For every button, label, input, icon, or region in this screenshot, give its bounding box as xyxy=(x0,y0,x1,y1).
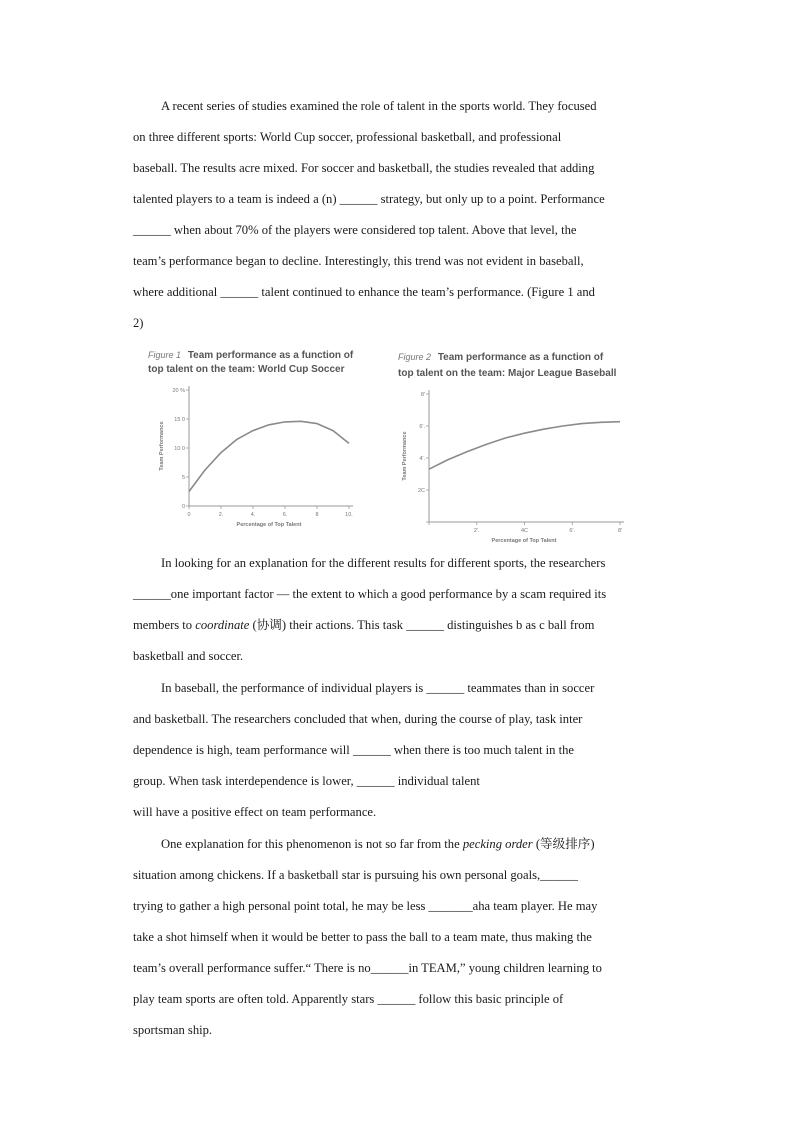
text-line: talented players to a team is indeed a (n) ______ strategy, but only up to a point. Performance xyxy=(133,192,605,206)
figure-1-y-tick-label: 0 xyxy=(181,504,185,510)
figure-1-y-tick-label: 15 0 xyxy=(174,417,185,423)
text-line: trying to gather a high personal point total, he may be less _______aha team player. He may xyxy=(133,899,598,913)
text-line: ______one important factor — the extent to which a good performance by a scam required its xyxy=(133,587,607,601)
figure-2-series-line xyxy=(429,422,620,470)
text-line: basketball and soccer. xyxy=(133,649,244,663)
emphasized-term: pecking order xyxy=(462,837,533,851)
text-line: team’s overall performance suffer.“ There is no______in TEAM,” young children learning to xyxy=(133,961,602,975)
text-line: In looking for an explanation for the different results for different sports, the researchers xyxy=(161,556,606,570)
figure-1-x-tick-label: 4. xyxy=(250,512,256,518)
figure-1-series-line xyxy=(189,421,349,491)
text-line: take a shot himself when it would be better to pass the ball to a team mate, thus making the xyxy=(133,930,592,944)
figure-2-y-tick-label: 6'. xyxy=(419,424,425,430)
text-line: will have a positive effect on team performance. xyxy=(133,805,377,819)
figure-1-title-line1: Figure 1 Team performance as a function of xyxy=(148,350,354,361)
text-line: ______ when about 70% of the players were considered top talent. Above that level, the xyxy=(133,223,577,237)
figure-2-title-line1: Figure 2 Team performance as a function of xyxy=(398,352,604,363)
figure-1-x-tick-label: 10. xyxy=(345,512,353,518)
figure-2-baseball-chart xyxy=(396,346,640,546)
figure-1-xlabel: Percentage of Top Talent xyxy=(236,522,302,528)
figure-2-y-tick-label: 2C xyxy=(417,488,425,494)
text-line: sportsman ship. xyxy=(133,1023,213,1037)
text-line: baseball. The results acre mixed. For soccer and basketball, the studies revealed that adding xyxy=(133,161,595,175)
text-line: group. When task interdependence is lower, ______ individual talent xyxy=(133,774,480,788)
figure-2-xlabel: Percentage of Top Talent xyxy=(491,538,557,544)
text-line: and basketball. The researchers concluded that when, during the course of play, task inter xyxy=(133,712,583,726)
text-line: One explanation for this phenomenon is not so far from the pecking order (等级排序) xyxy=(161,837,595,851)
paragraph-pecking-order xyxy=(133,829,665,1046)
figure-1-x-tick-label: 8 xyxy=(315,512,319,518)
figure-1-svg xyxy=(146,346,362,530)
figure-2-x-tick-label: 2'. xyxy=(473,528,480,534)
paragraph-explanation xyxy=(133,548,665,672)
text-line: on three different sports: World Cup soccer, professional basketball, and professional xyxy=(133,130,562,144)
text-line: play team sports are often told. Apparently stars ______ follow this basic principle of xyxy=(133,992,564,1006)
text-line: team’s performance began to decline. Interestingly, this trend was not evident in baseball, xyxy=(133,254,584,268)
emphasized-term: coordinate xyxy=(195,618,250,632)
figure-2-ylabel: Team Performance xyxy=(402,431,408,481)
figure-2-x-tick-label: 8' xyxy=(617,528,623,534)
figure-2-x-tick-label: 4C xyxy=(520,528,529,534)
figure-1-y-tick-label: 20 % xyxy=(172,388,185,394)
figure-1-soccer-chart xyxy=(146,346,362,530)
text-line: members to coordinate (协调) their actions. This task ______ distinguishes b as c ball from xyxy=(133,618,595,632)
figure-2-title-line2: top talent on the team: Major League Baseball xyxy=(398,368,617,379)
paragraph-baseball xyxy=(133,673,665,828)
text-line: In baseball, the performance of individual players is ______ teammates than in soccer xyxy=(161,681,595,695)
figure-1-y-tick-label: 5 xyxy=(181,475,185,481)
text-line: where additional ______ talent continued to enhance the team’s performance. (Figure 1 and xyxy=(133,285,595,299)
figure-2-x-tick-label: 6'. xyxy=(569,528,576,534)
figure-1-x-tick-label: 2. xyxy=(218,512,224,518)
figure-1-x-tick-label: 6. xyxy=(282,512,288,518)
figure-2-svg xyxy=(396,346,640,546)
figure-2-y-tick-label: 4'. xyxy=(419,456,425,462)
figure-1-x-tick-label: 0 xyxy=(187,512,191,518)
text-line: dependence is high, team performance will ______ when there is too much talent in the xyxy=(133,743,574,757)
text-line: A recent series of studies examined the role of talent in the sports world. They focused xyxy=(161,99,597,113)
figure-2-y-tick-label: 8' xyxy=(420,392,425,398)
paragraph-talent-studies xyxy=(133,91,665,339)
figure-1-title-line2: top talent on the team: World Cup Soccer xyxy=(148,364,345,375)
text-line: situation among chickens. If a basketball star is pursuing his own personal goals,______ xyxy=(133,868,578,882)
figure-1-ylabel: Team Performance xyxy=(159,421,165,471)
figure-1-y-tick-label: 10 0 xyxy=(174,446,185,452)
text-line: 2) xyxy=(133,316,144,330)
